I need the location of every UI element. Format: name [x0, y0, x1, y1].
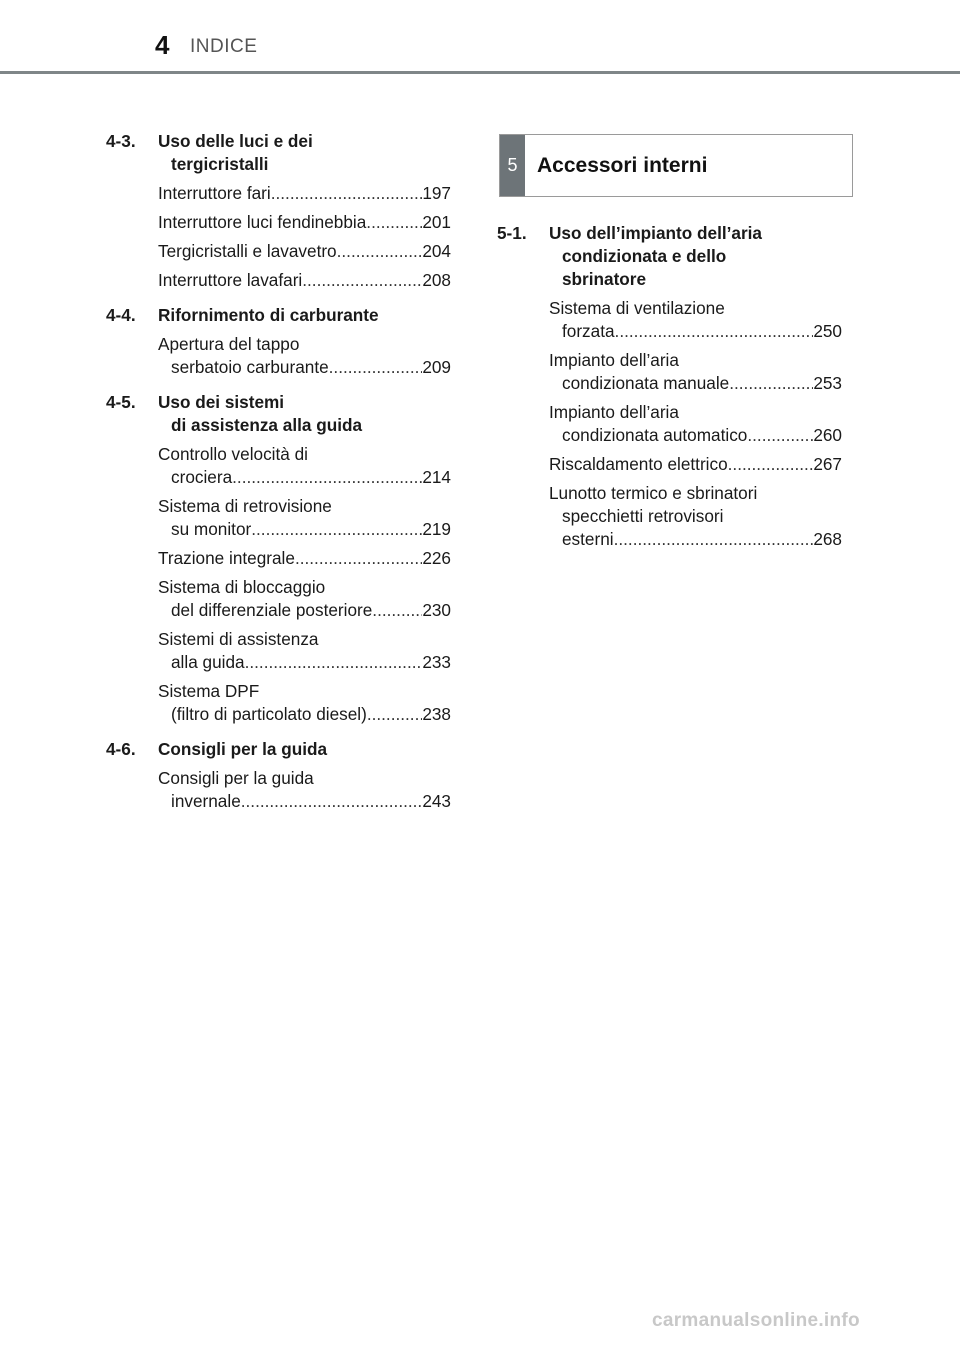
watermark: carmanualsonline.info [652, 1310, 860, 1331]
toc-section-heading [106, 391, 451, 437]
toc-entry[interactable] [158, 211, 451, 234]
toc-entry-text: Interruttore fari [158, 183, 271, 203]
toc-entry-line [158, 518, 451, 541]
toc-entry-line [158, 495, 451, 518]
toc-entry-line [158, 443, 451, 466]
toc-entry-text: condizionata manuale [562, 373, 730, 393]
toc-entry[interactable] [158, 628, 451, 674]
toc-page-number: 226 [422, 548, 451, 568]
toc-entry-line [549, 453, 842, 476]
toc-entry[interactable] [158, 767, 451, 813]
toc-section-title-line: Uso dei sistemi [158, 392, 285, 412]
toc-section-number: 4-3. [106, 131, 136, 151]
toc-entry-line [158, 466, 451, 489]
toc-entry-line [158, 269, 451, 292]
dot-leader [615, 320, 814, 343]
header-rule [0, 71, 960, 74]
toc-page-number: 250 [813, 321, 842, 341]
toc-page-number: 230 [422, 600, 451, 620]
toc-page-number: 268 [813, 529, 842, 549]
toc-entry-text: Sistema di bloccaggio [158, 577, 326, 597]
toc-entry[interactable] [158, 495, 451, 541]
toc-entry-text: Interruttore luci fendinebbia [158, 212, 367, 232]
toc-entry-text: specchietti retrovisori [562, 506, 724, 526]
toc-entry-text: condizionata automatico [562, 425, 748, 445]
toc-section-title-line: condizionata e dello [562, 246, 727, 266]
toc-entry[interactable] [158, 240, 451, 263]
toc-entry[interactable] [549, 453, 842, 476]
dot-leader [337, 240, 423, 263]
section-title: INDICE [190, 36, 258, 57]
toc-page-number: 243 [422, 791, 451, 811]
toc-left-column [106, 130, 451, 825]
toc-section-heading [497, 222, 842, 291]
toc-entry[interactable] [158, 443, 451, 489]
toc-entry[interactable] [549, 297, 842, 343]
toc-entry[interactable] [549, 349, 842, 395]
toc-entry[interactable] [158, 547, 451, 570]
toc-section-title-line: Uso delle luci e dei [158, 131, 313, 151]
toc-page-number: 267 [813, 454, 842, 474]
toc-page-number: 253 [813, 373, 842, 393]
toc-entry-line [158, 211, 451, 234]
toc-section [106, 304, 451, 379]
toc-entry[interactable] [549, 401, 842, 447]
chapter-title: Accessori interni [537, 153, 708, 177]
toc-entry[interactable] [158, 269, 451, 292]
toc-entry-text: Consigli per la guida [158, 768, 314, 788]
toc-page-number: 201 [422, 212, 451, 232]
dot-leader [241, 790, 423, 813]
page-header [0, 0, 960, 76]
toc-section-title [158, 391, 451, 437]
toc-entry-line [549, 505, 842, 528]
toc-entry-text: Interruttore lavafari [158, 270, 303, 290]
toc-entry-text: Controllo velocità di [158, 444, 308, 464]
toc-entry-text: alla guida [171, 652, 245, 672]
toc-section-number: 4-5. [106, 392, 136, 412]
toc-entry-text: su monitor [171, 519, 252, 539]
toc-entry-line [549, 401, 842, 424]
toc-entry-text: Impianto dell’aria [549, 350, 679, 370]
dot-leader [728, 453, 814, 476]
toc-section-heading [106, 304, 451, 327]
toc-entry-line [158, 182, 451, 205]
toc-entry[interactable] [158, 576, 451, 622]
dot-leader [232, 466, 422, 489]
toc-entry-line [158, 628, 451, 651]
dot-leader [747, 424, 813, 447]
toc-entry-line [158, 790, 451, 813]
toc-entry-line [549, 482, 842, 505]
toc-entry-line [158, 356, 451, 379]
toc-entry-text: Tergicristalli e lavavetro [158, 241, 337, 261]
dot-leader [329, 356, 423, 379]
toc-entry-line [158, 703, 451, 726]
toc-section-title [158, 130, 451, 176]
toc-entry-text: crociera [171, 467, 233, 487]
dot-leader [271, 182, 423, 205]
toc-section-title-line: Rifornimento di carburante [158, 305, 379, 325]
toc-section-number: 4-6. [106, 739, 136, 759]
toc-entry[interactable] [158, 680, 451, 726]
toc-section-number: 5-1. [497, 223, 527, 243]
toc-section-title-line: di assistenza alla guida [171, 415, 363, 435]
dot-leader [295, 547, 422, 570]
toc-entry-text: Lunotto termico e sbrinatori [549, 483, 758, 503]
dot-leader [372, 599, 422, 622]
toc-entry-line [158, 576, 451, 599]
toc-entry-text: del differenziale posteriore [171, 600, 373, 620]
toc-right-column [497, 222, 842, 563]
dot-leader [245, 651, 423, 674]
toc-section-heading [106, 738, 451, 761]
toc-entry-line [158, 333, 451, 356]
toc-section-title-line: Consigli per la guida [158, 739, 328, 759]
toc-section-title [158, 738, 451, 761]
toc-entry-line [158, 547, 451, 570]
toc-section-heading [106, 130, 451, 176]
toc-entry-text: invernale [171, 791, 241, 811]
toc-entry-line [549, 528, 842, 551]
toc-entry-line [549, 297, 842, 320]
toc-entry-line [549, 349, 842, 372]
toc-entry-text: Apertura del tappo [158, 334, 300, 354]
toc-entry[interactable] [549, 482, 842, 551]
toc-entry-line [158, 599, 451, 622]
toc-entry-text: esterni [562, 529, 614, 549]
toc-section-title-line: Uso dell’impianto dell’aria [549, 223, 762, 243]
toc-entry-line [549, 424, 842, 447]
toc-page-number: 204 [422, 241, 451, 261]
toc-page-number: 197 [422, 183, 451, 203]
toc-page-number: 214 [422, 467, 451, 487]
toc-entry-line [158, 767, 451, 790]
toc-page-number: 260 [813, 425, 842, 445]
toc-page-number: 233 [422, 652, 451, 672]
toc-entry-text: serbatoio carburante [171, 357, 329, 377]
dot-leader [614, 528, 814, 551]
toc-page-number: 219 [422, 519, 451, 539]
toc-entry-line [158, 240, 451, 263]
toc-entry-text: Riscaldamento elettrico [549, 454, 728, 474]
toc-section-title [549, 222, 842, 291]
toc-section-title-line: sbrinatore [562, 269, 647, 289]
toc-section [106, 130, 451, 292]
dot-leader [367, 703, 422, 726]
toc-page-number: 208 [422, 270, 451, 290]
toc-section-title-line: tergicristalli [171, 154, 269, 174]
toc-section [497, 222, 842, 551]
toc-entry-text: (filtro di particolato diesel) [171, 704, 367, 724]
dot-leader [251, 518, 422, 541]
toc-entry-line [549, 320, 842, 343]
toc-entry-line [158, 651, 451, 674]
toc-section [106, 391, 451, 726]
toc-entry-text: forzata [562, 321, 615, 341]
toc-entry-text: Sistema di retrovisione [158, 496, 332, 516]
toc-entry-line [549, 372, 842, 395]
dot-leader [729, 372, 813, 395]
toc-entry[interactable] [158, 333, 451, 379]
chapter-number-tab: 5 [500, 135, 525, 196]
toc-section-number: 4-4. [106, 305, 136, 325]
page-number: 4 [155, 30, 170, 60]
toc-entry-text: Sistemi di assistenza [158, 629, 319, 649]
toc-entry-text: Impianto dell’aria [549, 402, 679, 422]
toc-entry[interactable] [158, 182, 451, 205]
toc-section [106, 738, 451, 813]
toc-entry-text: Trazione integrale [158, 548, 295, 568]
toc-entry-text: Sistema DPF [158, 681, 260, 701]
toc-section-title [158, 304, 451, 327]
toc-entry-line [158, 680, 451, 703]
chapter-heading-box [499, 134, 853, 197]
dot-leader [366, 211, 422, 234]
dot-leader [302, 269, 422, 292]
toc-entry-text: Sistema di ventilazione [549, 298, 725, 318]
toc-page-number: 238 [422, 704, 451, 724]
toc-page-number: 209 [422, 357, 451, 377]
